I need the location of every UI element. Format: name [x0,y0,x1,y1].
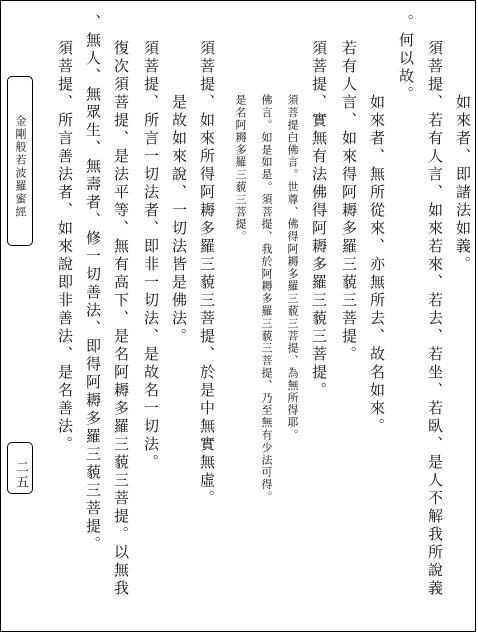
text-column-12: 須菩提、所言一切法者、即非一切法、是故名一切法。 [142,40,160,472]
text-column-10: 須菩提、如來所得阿耨多羅三藐三菩提、於是中無實無虛。 [198,40,216,508]
text-column-13: 復次須菩提、是法平等、無有高下、是名阿耨多羅三藐三菩提。以無我 [112,40,130,598]
sutra-title-tab: 金剛般若波羅蜜經 [7,76,33,246]
text-column-4: 如來者、無所從來、亦無所去、故名如來。 [368,94,386,436]
text-column-6: 須菩提、實無有法佛得阿耨多羅三藐三菩提。 [310,40,328,400]
page-number: 二五 [7,442,33,494]
text-column-11: 是故如來說、一切法皆是佛法。 [170,94,188,346]
text-column-3: 。何以故。 [397,14,415,104]
text-column-1: 如來者、即諸法如義。 [454,94,472,274]
text-column-14: 、無人、無眾生、無壽者、修一切善法、即得阿耨多羅三藐三菩提。 [84,14,102,554]
text-column-7: 須菩提白佛言。世尊、佛得阿耨多羅三藐三菩提、為無所得耶。 [286,94,299,442]
text-column-8: 佛言。如是如是。須菩提、我於阿耨多羅三藐三菩提、乃至無有少法可得。 [260,94,273,504]
text-column-2: 須菩提、若有人言、如來若來、若去、若坐、若臥、是人不解我所說義 [426,40,444,598]
text-column-15: 須菩提、所言善法者、如來說即非善法、是名善法。 [56,40,74,454]
text-column-5: 若有人言、如來得阿耨多羅三藐三菩提。 [340,40,358,364]
text-column-9: 是名阿耨多羅三藐三菩提。 [234,94,247,243]
